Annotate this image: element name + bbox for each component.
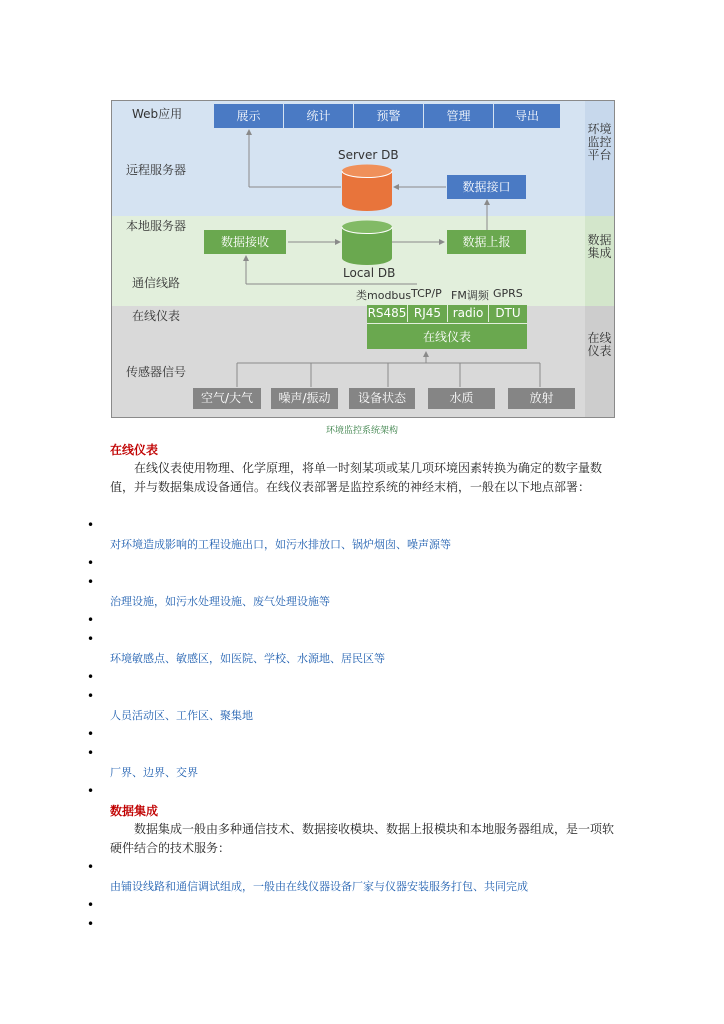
bullet: • — [87, 917, 95, 931]
port-rj45: RJ45 — [408, 305, 448, 322]
bullet: • — [87, 613, 95, 627]
web-button-export: 导出 — [494, 104, 560, 128]
protocol-modbus: 类modbus — [356, 289, 412, 302]
list-item: 人员活动区、工作区、聚集地 — [110, 709, 253, 722]
port-radio: radio — [448, 305, 489, 322]
bullet: • — [87, 860, 95, 874]
protocol-tcp: TCP/P — [411, 287, 442, 300]
data-interface-box: 数据接口 — [447, 175, 526, 199]
port-dtu: DTU — [495, 306, 521, 320]
row-label-remote-server: 远程服务器 — [126, 163, 187, 177]
bullet: • — [87, 784, 95, 798]
section-title-data-integration: 数据集成 — [110, 804, 159, 818]
protocol-fm: FM调频 — [451, 289, 489, 302]
section-paragraph-online-meter: 在线仪表使用物理、化学原理，将单一时刻某项或某几项环境因素转换为确定的数字量数值，并与数据集成设备通信。在线仪表部署是监控系统的神经末梢，一般在以下地点部署： — [110, 461, 603, 494]
row-label-comm-line: 通信线路 — [132, 276, 181, 290]
bullet: • — [87, 632, 95, 646]
list-item: 治理设施，如污水处理设施、废气处理设施等 — [110, 595, 330, 608]
web-button-display: 展示 — [214, 104, 283, 128]
row-label-local-server: 本地服务器 — [126, 219, 187, 233]
bullet: • — [87, 670, 95, 684]
bullet: • — [87, 518, 95, 532]
row-label-online-meter: 在线仪表 — [132, 309, 181, 323]
side-label-integration: 数据集成 — [587, 233, 612, 260]
row-label-sensor-signal: 传感器信号 — [126, 365, 187, 379]
list-item: 对环境造成影响的工程设施出口，如污水排放口、锅炉烟囱、噪声源等 — [110, 538, 451, 551]
web-button-statistics: 统计 — [284, 104, 353, 128]
section-title-online-meter: 在线仪表 — [110, 443, 159, 457]
figure-caption: 环境监控系统架构 — [325, 426, 398, 436]
section-paragraph-data-integration: 数据集成一般由多种通信技术、数据接收模块、数据上报模块和本地服务器组成，是一项软硬件结合的技术服务： — [110, 822, 615, 855]
bullet: • — [87, 898, 95, 912]
bullet: • — [87, 727, 95, 741]
sensor-device-status: 设备状态 — [349, 388, 415, 409]
sensor-air: 空气/大气 — [193, 388, 261, 409]
sensor-water: 水质 — [428, 388, 495, 409]
local-db-label: Local DB — [343, 266, 396, 280]
data-upload-box: 数据上报 — [447, 230, 526, 254]
server-db-label: Server DB — [338, 148, 399, 162]
server-db-icon — [341, 164, 393, 212]
web-button-warning: 预警 — [354, 104, 423, 128]
sensor-noise: 噪声/振动 — [271, 388, 338, 409]
bullet: • — [87, 556, 95, 570]
protocol-gprs: GPRS — [493, 287, 523, 300]
side-label-platform: 环境监控平台 — [587, 122, 612, 162]
bullet: • — [87, 575, 95, 589]
list-item: 厂界、边界、交界 — [110, 766, 198, 779]
online-meter-block — [367, 305, 527, 349]
list-item: 环境敏感点、敏感区，如医院、学校、水源地、居民区等 — [110, 652, 385, 665]
online-meter-label: 在线仪表 — [367, 323, 527, 350]
row-label-web: Web应用 — [132, 107, 183, 121]
side-label-meter: 在线仪表 — [587, 331, 612, 358]
data-receive-box: 数据接收 — [204, 230, 286, 254]
web-button-manage: 管理 — [424, 104, 493, 128]
port-rs485: RS485 — [367, 306, 407, 320]
bullet: • — [87, 746, 95, 760]
list-item: 由铺设线路和通信调试组成，一般由在线仪器设备厂家与仪器安装服务打包、共同完成 — [110, 880, 528, 893]
bullet: • — [87, 689, 95, 703]
local-db-icon — [341, 220, 393, 266]
sensor-radiation: 放射 — [508, 388, 575, 409]
architecture-diagram — [111, 100, 615, 418]
